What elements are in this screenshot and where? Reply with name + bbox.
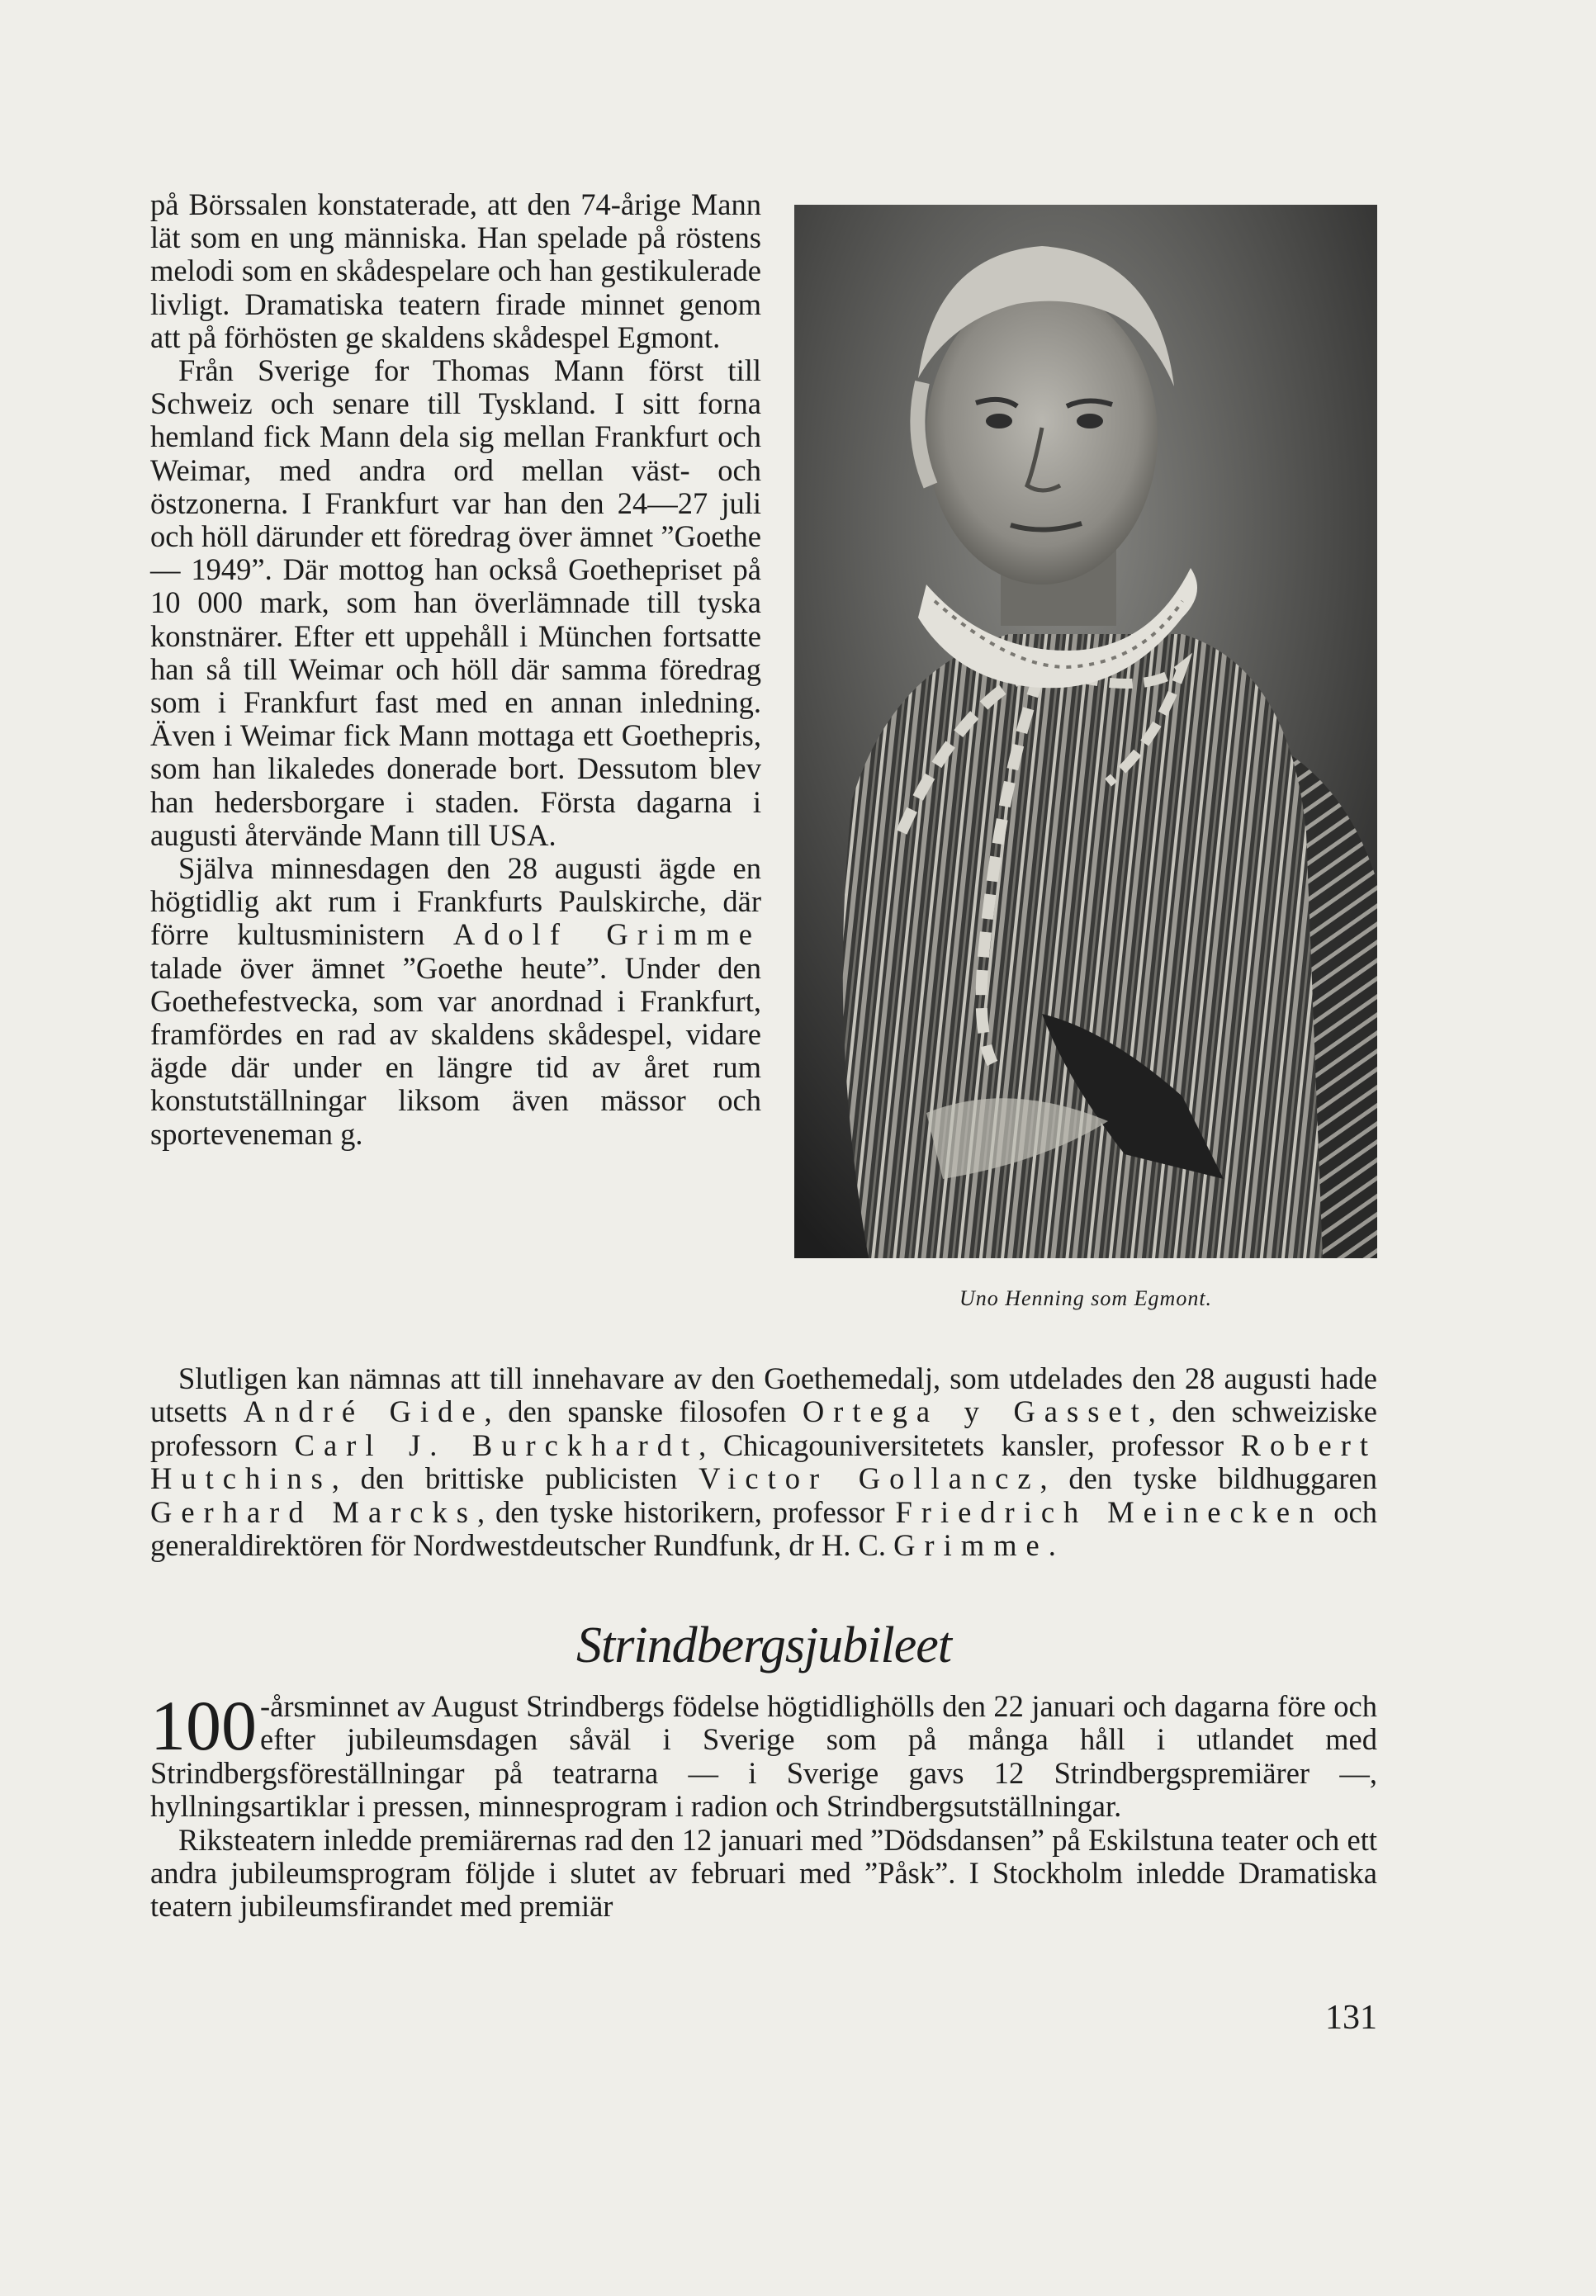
full-width-paragraph	[150, 1362, 1377, 1562]
text: och generaldirektören för Nordwestdeutscher Rundfunk, dr H. C.	[150, 1494, 1377, 1563]
paragraph	[150, 852, 761, 1151]
section-body	[150, 1686, 1377, 1924]
spaced-name: Grimme	[893, 1528, 1049, 1563]
text: , den schweiziske professorn	[150, 1394, 1378, 1462]
paragraph-text: -årsminnet av August Strindbergs födelse högtidlighölls den 22 januari och dagarna före och efter jubileumsdagen såväl i Sverige som på många håll i utlandet med Strindbergsföreställningar på teatrarna — i Sverige gavs 12 Strindbergspremiärer —, hyllningsartiklar i pressen, minnesprogram i radion och Strindbergsutställningar.	[150, 1689, 1377, 1824]
paragraph: Riksteatern inledde premiärernas rad den 12 januari med ”Dödsdansen” på Eskilstuna teater och ett andra jubileumsprogram följde i slutet av februari med ”Påsk”. I Stockholm inledde Dramatiska teatern jubileumsfirandet med premiär	[150, 1822, 1377, 1924]
left-text-column	[150, 188, 761, 1151]
paragraph: Från Sverige for Thomas Mann först till Schweiz och senare till Tyskland. I sitt forna hemland fick Mann dela sig mellan Frankfurt och Weimar, med andra ord mellan väst- och östzonerna. I Frankfurt var han den 24—27 juli och höll därunder ett föredrag över ämnet ”Goethe — 1949”. Där mottog han också Goethepriset på 10 000 mark, som han överlämnade till tyska konstnärer. Efter ett uppehåll i München fortsatte han så till Weimar och höll där samma föredrag som i Frankfurt fast med en annan inledning. Även i Weimar fick Mann mottaga ett Goethepris, som han likaledes donerade bort. Dessutom blev han hedersborgare i staden. Första dagarna i augusti återvände Mann till USA.	[150, 353, 761, 852]
spaced-name: Robert Hutchins	[150, 1427, 1377, 1496]
text: , Chicagouniversitetets kansler, professor	[699, 1427, 1224, 1462]
text: Slutligen kan nämnas att till innehavare av den Goethemedalj, som utdelades den 28 augusti hade utsetts	[150, 1361, 1377, 1429]
paragraph-text: talade över ämnet ”Goethe heute”. Under den Goethefestvecka, som var anordnad i Frankfurt, framfördes en rad av skaldens skådespel, vidare ägde där under en längre tid av året rum konstutställningar liksom även mässor och sporteveneman g.	[150, 950, 761, 1151]
spaced-name: Adolf Grimme	[452, 917, 761, 952]
spaced-name: Ortega y Gasset	[802, 1394, 1148, 1429]
spaced-name: Carl J. Burckhardt	[294, 1427, 699, 1462]
text: , den spanske filosofen	[484, 1394, 787, 1429]
text: , den tyske bildhuggaren	[1040, 1461, 1377, 1496]
spaced-name: Victor Gollancz	[699, 1461, 1040, 1496]
text: , den tyske historikern, professor	[476, 1494, 885, 1529]
spaced-name: André Gide	[243, 1394, 485, 1429]
spaced-name: Gerhard Marcks	[150, 1494, 477, 1529]
text: , den brittiske publicisten	[331, 1461, 678, 1496]
paragraph: på Börssalen konstaterade, att den 74-årige Mann lät som en ung människa. Han spelade på röstens melodi som en skådespelare och han gestikulerade livligt. Dramatiska teatern firade minnet genom att på förhösten ge skaldens skådespel Egmont.	[150, 187, 761, 354]
spaced-name: Friedrich Meinecken	[895, 1494, 1324, 1529]
paragraph	[150, 1686, 1377, 1824]
photo-caption: Uno Henning som Egmont.	[959, 1286, 1213, 1310]
text: .	[1048, 1528, 1056, 1563]
paragraph	[150, 1362, 1377, 1562]
page-number: 131	[1325, 1999, 1377, 2037]
drop-cap: 100	[150, 1686, 257, 1765]
portrait-illustration	[794, 205, 1377, 1258]
section-heading: Strindbergsjubileet	[576, 1617, 951, 1673]
paragraph-text: Själva minnesdagen den 28 augusti ägde en högtidlig akt rum i Frankfurts Paulskirche, där förre kultusministern	[150, 851, 761, 952]
portrait-photo	[794, 205, 1377, 1258]
